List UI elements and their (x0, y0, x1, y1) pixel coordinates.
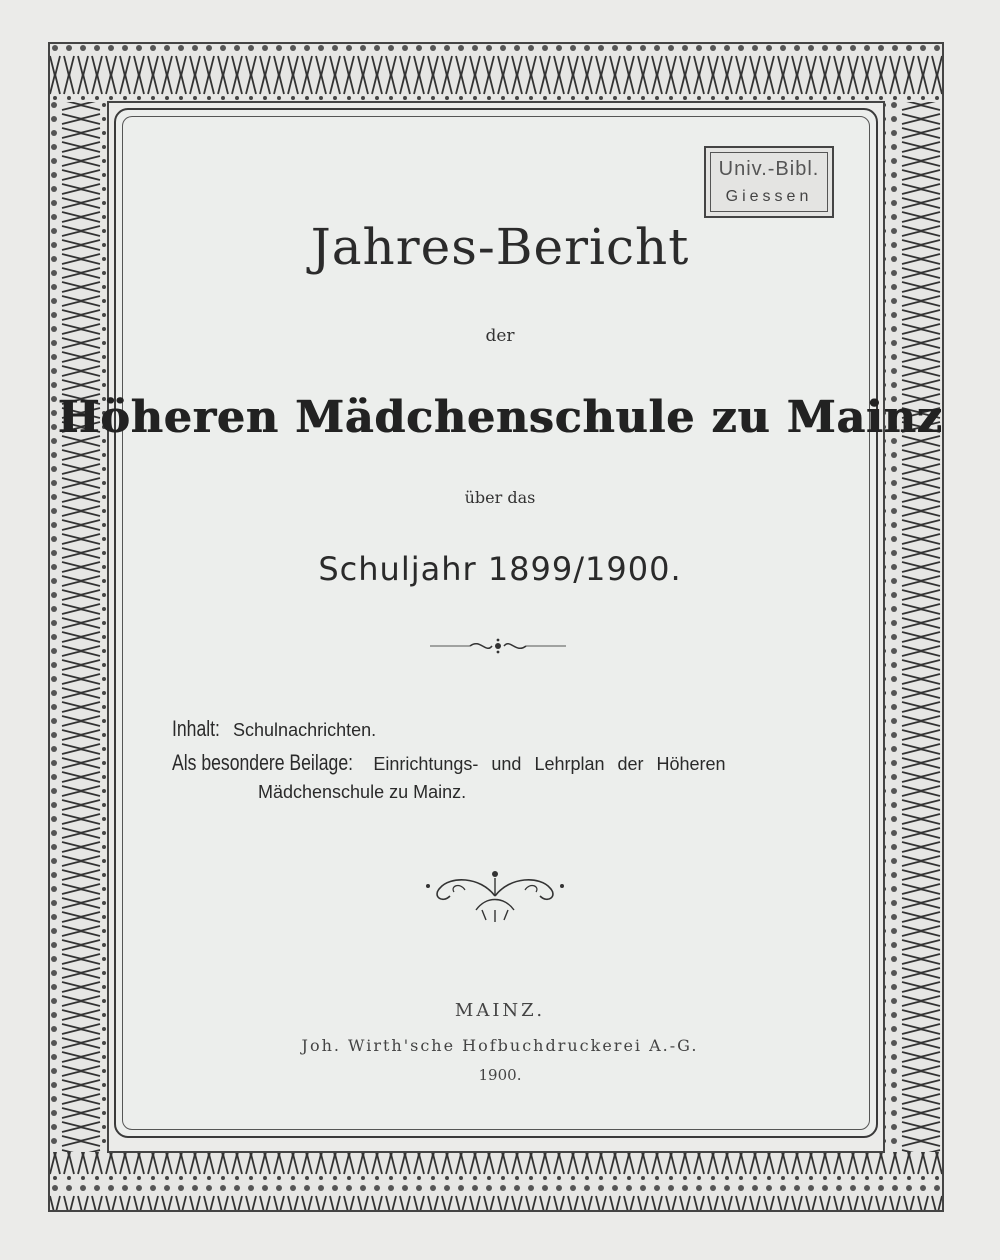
stamp-line-2: Giessen (725, 188, 813, 205)
school-name: Höheren Mädchenschule zu Mainz (57, 392, 943, 443)
beilage-text: Einrichtungs- und Lehrplan der Höheren (373, 754, 726, 774)
report-title: Jahres-Bericht (310, 218, 690, 276)
imprint-place: MAINZ. (454, 1000, 546, 1021)
inhalt-row (172, 716, 376, 742)
divider-ornament (430, 636, 566, 656)
beilage-row (172, 750, 726, 776)
connector-der: der (485, 326, 515, 346)
school-year: Schuljahr 1899/1900. (318, 550, 682, 588)
beilage-text-continued: Mädchenschule zu Mainz. (258, 782, 467, 802)
imprint-printer: Joh. Wirth'sche Hofbuchdruckerei A.-G. (301, 1036, 699, 1055)
inhalt-text: Schulnachrichten. (233, 720, 377, 740)
library-stamp (704, 146, 834, 218)
stamp-line-1: Univ.-Bibl. (718, 158, 820, 180)
flourish-ornament (420, 866, 570, 924)
connector-ueber: über das (464, 488, 536, 507)
beilage-label: Als besondere Beilage: (172, 750, 354, 775)
imprint-year: 1900. (478, 1066, 522, 1084)
inhalt-label: Inhalt: (172, 716, 220, 741)
